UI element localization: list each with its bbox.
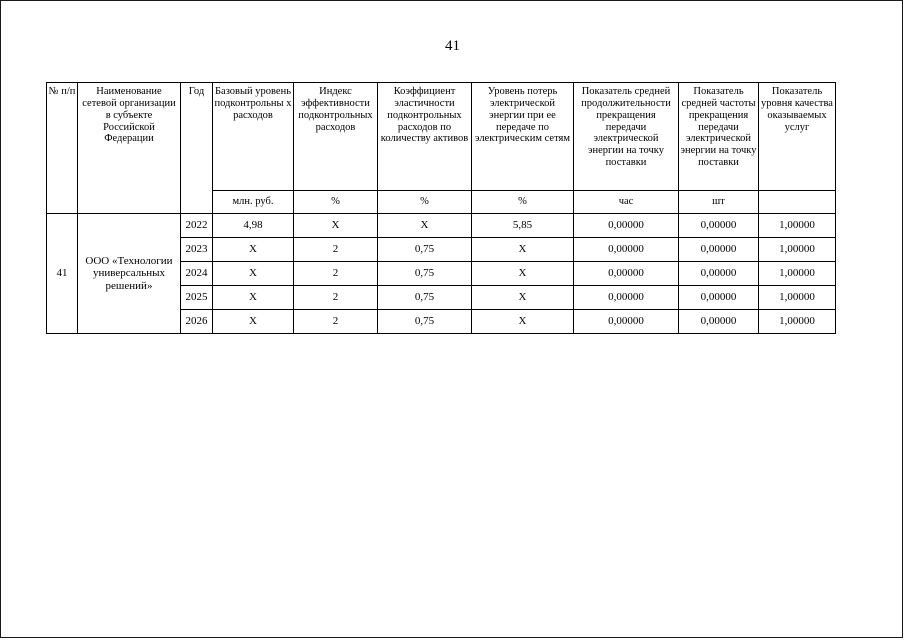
table-cell: 5,85 [472,214,574,238]
table-cell: X [472,238,574,262]
table-cell: 2 [294,286,378,310]
page-number: 41 [445,38,460,54]
table-cell: 0,75 [378,262,472,286]
header-elasticity-coefficient: Коэффициент эластичности подконтрольных расходов по количеству активов [378,83,472,191]
table-cell: 0,00000 [574,214,679,238]
unit-cell: % [294,191,378,214]
table-cell: 1,00000 [759,286,836,310]
table-cell: X [472,262,574,286]
table-cell: 2 [294,262,378,286]
unit-cell: % [472,191,574,214]
entry-number: 41 [47,214,78,334]
unit-cell: % [378,191,472,214]
header-year: Год [181,83,213,214]
table-cell: X [378,214,472,238]
table-cell: 0,00000 [574,286,679,310]
table-cell: 0,75 [378,238,472,262]
header-interruption-duration: Показатель средней продолжительности прекращения передачи электрической энергии на точку поставки [574,83,679,191]
table-cell: 0,75 [378,310,472,334]
table-cell: 0,00000 [679,310,759,334]
row-year: 2023 [181,238,213,262]
table-cell: 0,75 [378,286,472,310]
table-cell: X [294,214,378,238]
table-row [47,214,836,238]
header-energy-losses: Уровень потерь электрической энергии при ее передаче по электрическим сетям [472,83,574,191]
header-efficiency-index: Индекс эффективности подконтрольных расходов [294,83,378,191]
table-cell: 0,00000 [574,310,679,334]
row-year: 2022 [181,214,213,238]
unit-cell: шт [679,191,759,214]
table-cell: 1,00000 [759,310,836,334]
header-base-costs: Базовый уровень подконтрольны х расходов [213,83,294,191]
header-interruption-frequency: Показатель средней частоты прекращения передачи электрической энергии на точку поставки [679,83,759,191]
unit-cell [759,191,836,214]
table-cell: 2 [294,310,378,334]
table-cell: 0,00000 [679,286,759,310]
table-cell: 0,00000 [574,262,679,286]
table-cell: X [213,262,294,286]
header-service-quality: Показатель уровня качества оказываемых услуг [759,83,836,191]
header-organization: Наименование сетевой организации в субъекте Российской Федерации [78,83,181,214]
table-cell: X [472,310,574,334]
table-cell: 1,00000 [759,214,836,238]
row-year: 2024 [181,262,213,286]
table-cell: 0,00000 [679,262,759,286]
header-number: № п/п [47,83,78,214]
unit-cell: час [574,191,679,214]
table-cell: 0,00000 [679,238,759,262]
row-year: 2025 [181,286,213,310]
unit-cell: млн. руб. [213,191,294,214]
row-year: 2026 [181,310,213,334]
table-cell: X [472,286,574,310]
header-row [47,83,836,191]
table-cell: 0,00000 [574,238,679,262]
table-cell: X [213,286,294,310]
entry-organization: ООО «Технологии универсальных решений» [78,214,181,334]
table-cell: X [213,238,294,262]
data-table [46,82,836,334]
table-cell: X [213,310,294,334]
table-cell: 2 [294,238,378,262]
table-cell: 0,00000 [679,214,759,238]
table-cell: 1,00000 [759,238,836,262]
table-cell: 4,98 [213,214,294,238]
table-cell: 1,00000 [759,262,836,286]
